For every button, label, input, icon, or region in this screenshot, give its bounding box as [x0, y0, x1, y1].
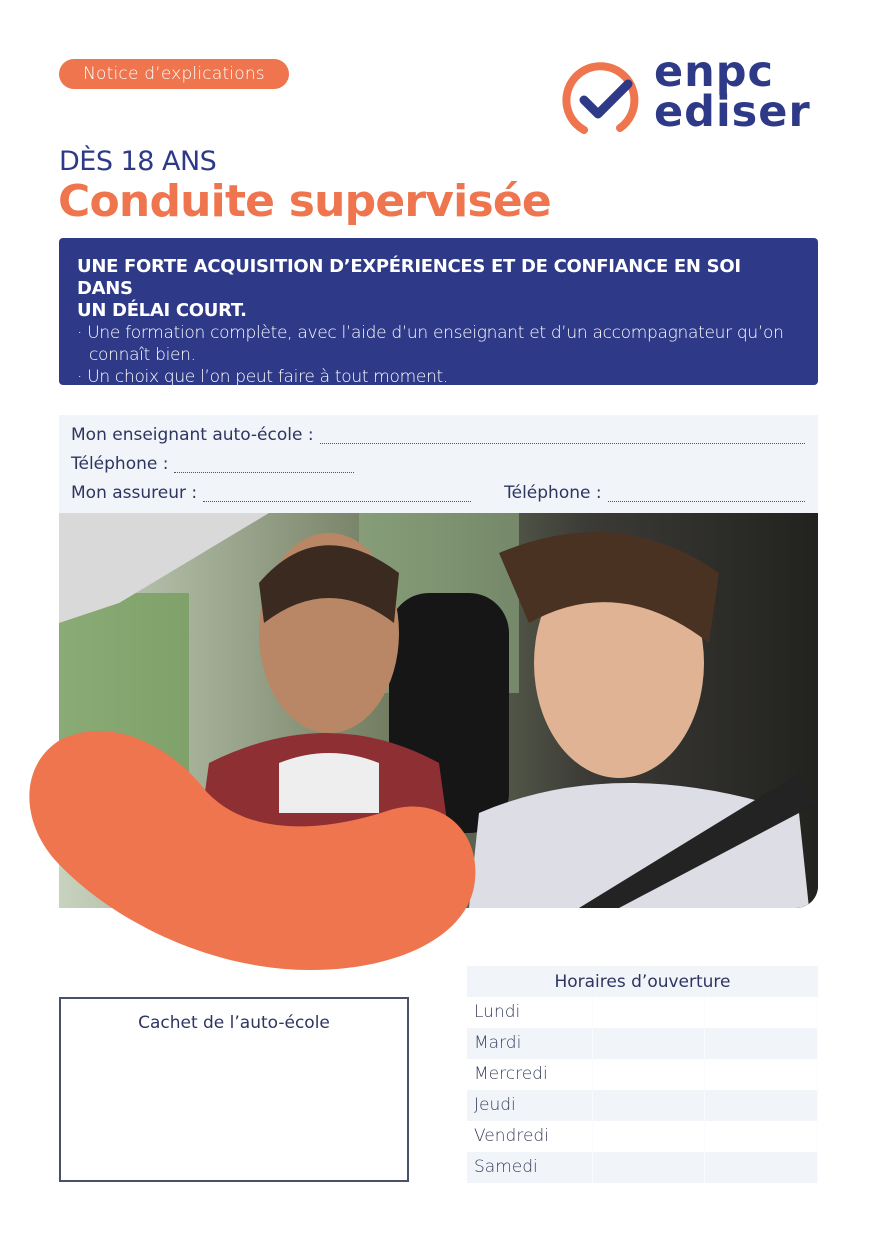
table-row	[467, 1152, 818, 1183]
phone-label: Téléphone :	[71, 454, 169, 474]
day-cell: Mardi	[467, 1028, 593, 1059]
check-circle-icon	[562, 58, 642, 142]
table-row	[467, 997, 818, 1028]
hours-cell[interactable]	[593, 1028, 706, 1059]
logo-line-1: enpc	[654, 47, 775, 97]
hours-cell[interactable]	[705, 1121, 818, 1152]
enpc-ediser-logo	[562, 47, 822, 142]
table-row	[467, 1090, 818, 1121]
day-cell: Vendredi	[467, 1121, 593, 1152]
stamp-box	[59, 997, 409, 1182]
table-row	[467, 1059, 818, 1090]
stamp-label: Cachet de l’auto-école	[138, 1013, 330, 1033]
decorative-orange-blob	[20, 720, 480, 975]
info-heading-1: UNE FORTE ACQUISITION D’EXPÉRIENCES ET DE CONFIANCE EN SOI DANS	[77, 256, 741, 299]
insurer-phone-field[interactable]	[608, 500, 805, 502]
day-cell: Samedi	[467, 1152, 593, 1183]
contact-form	[59, 415, 818, 513]
hours-cell[interactable]	[705, 1090, 818, 1121]
day-cell: Mercredi	[467, 1059, 593, 1090]
insurer-field[interactable]	[203, 500, 471, 502]
info-heading-2: UN DÉLAI COURT.	[77, 300, 247, 321]
info-bullet: · Un choix que l’on peut faire à tout moment.	[77, 367, 449, 387]
insurer-label: Mon assureur :	[71, 483, 198, 503]
hours-title: Horaires d’ouverture	[467, 966, 818, 997]
logo-line-2: ediser	[654, 87, 811, 137]
table-row	[467, 1028, 818, 1059]
page-title: Conduite supervisée	[58, 176, 551, 227]
insurer-phone-label: Téléphone :	[504, 483, 602, 503]
hours-cell[interactable]	[705, 1028, 818, 1059]
hours-cell[interactable]	[705, 1152, 818, 1183]
hours-cell[interactable]	[705, 997, 818, 1028]
teacher-field[interactable]	[320, 442, 805, 444]
teacher-label: Mon enseignant auto-école :	[71, 425, 314, 445]
info-panel	[59, 238, 818, 385]
table-row	[467, 1121, 818, 1152]
phone-field[interactable]	[174, 471, 354, 473]
notice-badge: Notice d’explications	[59, 59, 289, 89]
day-cell: Lundi	[467, 997, 593, 1028]
hours-cell[interactable]	[705, 1059, 818, 1090]
hours-cell[interactable]	[593, 1090, 706, 1121]
age-subtitle: DÈS 18 ANS	[59, 146, 217, 177]
hours-cell[interactable]	[593, 997, 706, 1028]
opening-hours-table	[467, 966, 818, 1183]
hours-cell[interactable]	[593, 1059, 706, 1090]
hours-cell[interactable]	[593, 1152, 706, 1183]
day-cell: Jeudi	[467, 1090, 593, 1121]
info-bullet: · Une formation complète, avec l’aide d’un enseignant et d’un accompagnateur qu’on connaît bien.	[77, 323, 784, 365]
hours-cell[interactable]	[593, 1121, 706, 1152]
